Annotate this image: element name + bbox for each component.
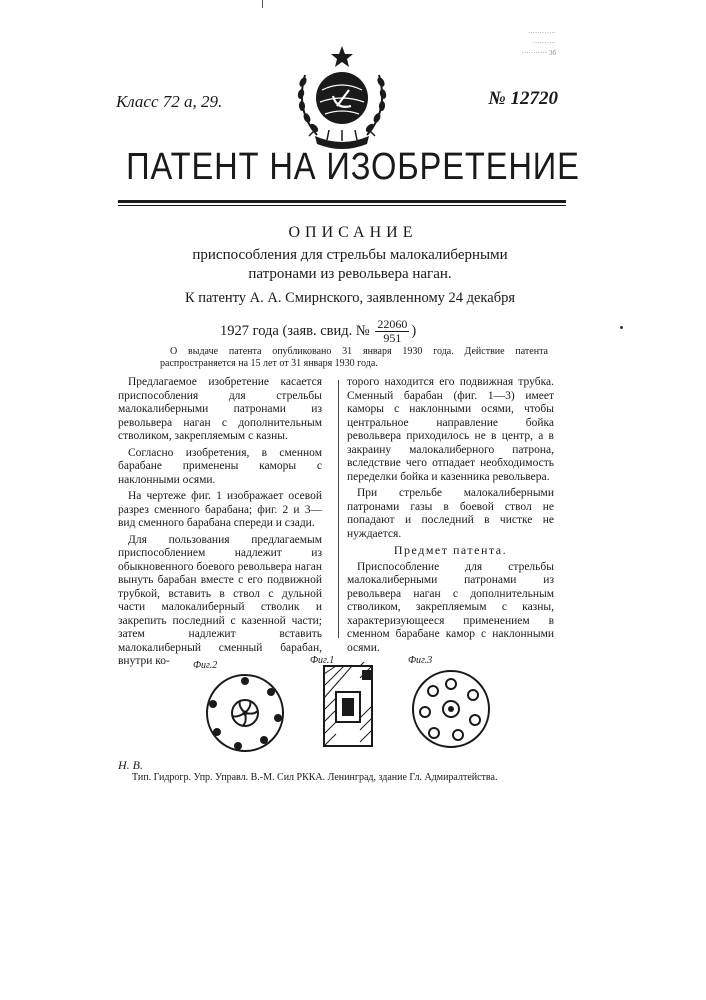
publication-note: О выдаче патента опубликовано 31 января 1930 года. Действие патента распространяется на 15 лет от 31 января 1930 года. [160,346,548,369]
patent-holder-line: К патенту А. А. Смирнского, заявленному 24 декабря [184,290,515,306]
footer-initials: Н. В. [118,758,143,772]
patent-number: № 12720 [488,88,558,109]
paragraph: Предлагаемое изобретение касается приспособления для стрельбы малокалиберными патронами из револьвера наган с дополнительным стволиком, закрепляемым с казны. [118,376,322,442]
printer-line: Тип. Гидрогр. Упр. Управл. В.-М. Сил РККА. Ленинград, здание Гл. Адмиралтейства. [132,772,498,783]
subject-heading: Предмет патента. [393,543,508,557]
figure-1-drum-section [318,662,378,750]
document-title: ПАТЕНТ НА ИЗОБРЕТЕНИЕ [126,146,580,188]
patent-class: Класс 72 а, 29. [116,92,223,111]
fig2-label: Фиг.2 [193,660,218,671]
paragraph: торого находится его подвижная трубка. Сменный барабан (фиг. 1—3) имеет каморы с наклонными осями, чтобы центральное направление бойка револьвера приходилось не в центр, а в закраину малокалиберного патрона, вследствие чего отпадает необходимость переделки бойка и казенника револьвера. [347,376,554,483]
description-subtitle: приспособления для стрельбы малокалиберными патронами из револьвера наган. [192,247,508,282]
column-divider [338,380,339,638]
fig3-label: Фиг.3 [408,655,433,666]
top-edge-mark [262,0,263,8]
title-rule-thin [118,205,566,206]
text-column-left [118,376,322,672]
text-column-right [347,376,554,658]
figure-2-drum-front [200,668,290,758]
fig1-label: Фиг.1 [310,655,335,666]
application-date-line: 1927 года (заяв. свид. № $\frac{22060}{951}$ ) [220,317,417,345]
paragraph: При стрельбе малокалиберными патронами газы в боевой ствол не попадают и последний в чистке не нуждается. [347,487,554,540]
margin-dot [620,326,623,329]
figure-3-drum-rear [406,664,496,754]
title-rule-thick [118,200,566,203]
paragraph: Согласно изобретения, в сменном барабане применены каморы с наклонными осями. [118,446,322,486]
paragraph: На чертеже фиг. 1 изображает осевой разрез сменного барабана; фиг. 2 и 3—вид сменного барабана спереди и сзади. [118,490,322,529]
state-emblem-icon [287,40,397,152]
paragraph: Для пользования предлагаемым приспособлением надлежит из обыкновенного боевого револьвера наган вынуть барабан вместе с его подвижной трубкой, вставить в ствол с дульной части малокалиберный стволик и закрепить последний с казенной части; затем надлежит вставить малокалиберный сменный барабан, внутри ко- [118,533,322,667]
certificate-fraction: $\frac{22060}{951}$ [377,317,408,345]
subject-text: Приспособление для стрельбы малокалиберными патронами из револьвера наган с дополнительным стволиком, закрепляемым с казны, характеризующееся применением в сменном барабане камор с наклонными осями. [347,560,554,654]
description-heading: ОПИСАНИЕ [288,224,418,241]
library-stamp: ············ ·········· ··········· 3б [521,29,556,57]
